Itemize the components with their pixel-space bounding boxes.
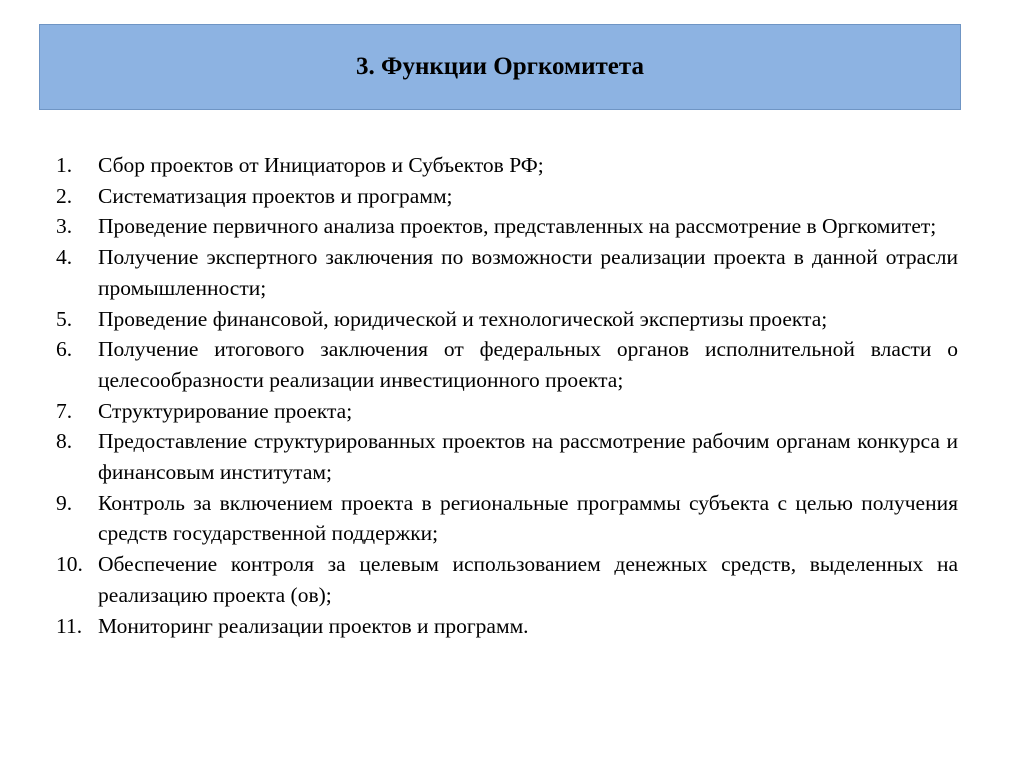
list-item	[56, 181, 958, 212]
list-item	[56, 396, 958, 427]
list-item-text: Контроль за включением проекта в региональные программы субъекта с целью получения средств государственной поддержки;	[98, 490, 958, 546]
title-banner	[39, 24, 961, 110]
list-item	[56, 334, 958, 395]
list-item-number: 11.	[56, 613, 83, 638]
list-item-text: Обеспечение контроля за целевым использованием денежных средств, выделенных на реализацию проекта (ов);	[98, 552, 958, 607]
list-item	[56, 488, 958, 549]
list-item-text: Получение экспертного заключения по возможности реализации проекта в данной отрасли промышленности;	[98, 245, 958, 300]
list-item	[56, 549, 958, 610]
slide-title: 3. Функции Оргкомитета	[356, 53, 644, 80]
list-item-text: Систематизация проектов и программ;	[98, 183, 453, 208]
list-item-text: Мониторинг реализации проектов и программ.	[98, 613, 529, 638]
list-item-text: Предоставление структурированных проектов на рассмотрение рабочим органам конкурса и финансовым институтам;	[98, 429, 958, 485]
list-item	[56, 304, 958, 335]
list-item-number: 10.	[56, 552, 83, 577]
list-item-number: 9.	[56, 490, 73, 515]
list-item-text: Структурирование проекта;	[98, 398, 353, 423]
list-item-number: 5.	[56, 306, 73, 331]
list-item-text: Проведение первичного анализа проектов, представленных на рассмотрение в Оргкомитет;	[98, 214, 937, 239]
list-item-number: 4.	[56, 245, 73, 270]
functions-list	[56, 150, 958, 641]
list-item	[56, 211, 958, 242]
list-item	[56, 611, 958, 642]
list-item-text: Сбор проектов от Инициаторов и Субъектов РФ;	[98, 153, 544, 177]
list-item-number: 6.	[56, 337, 73, 362]
list-item	[56, 426, 958, 487]
list-item-number: 7.	[56, 398, 73, 423]
list-item-number: 8.	[56, 429, 73, 454]
list-item-text: Проведение финансовой, юридической и технологической экспертизы проекта;	[98, 306, 828, 331]
list-item-number: 2.	[56, 183, 73, 208]
list-item	[56, 242, 958, 303]
list-item	[56, 150, 958, 181]
list-item-number: 1.	[56, 153, 73, 177]
list-item-text: Получение итогового заключения от федеральных органов исполнительной власти о целесообразности реализации инвестиционного проекта;	[98, 337, 958, 392]
list-item-number: 3.	[56, 214, 73, 239]
